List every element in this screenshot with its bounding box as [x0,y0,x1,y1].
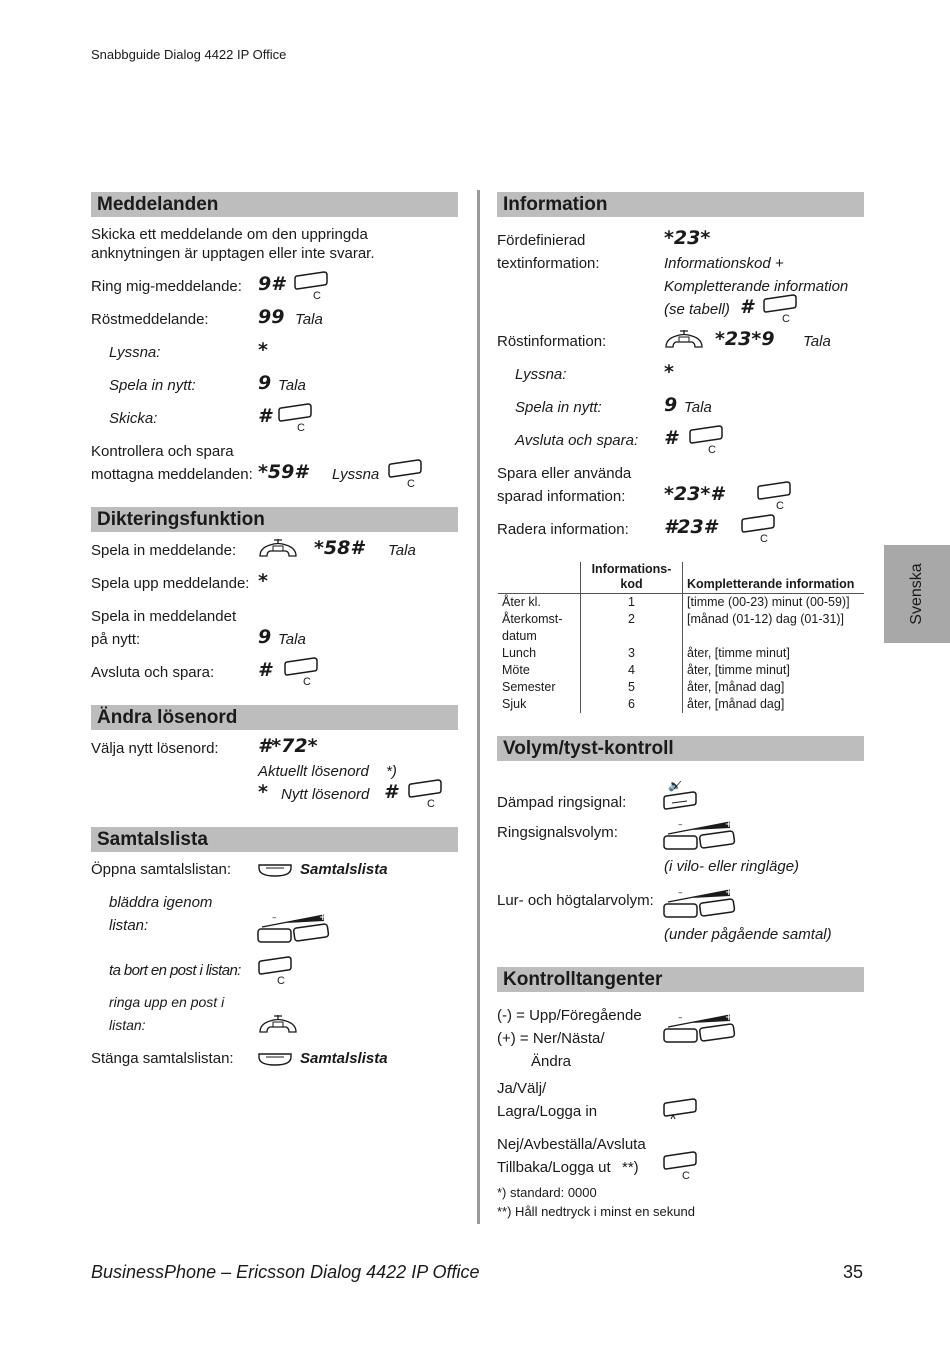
spela-tala: Tala [278,377,306,394]
diktering-spela-in-label: Spela in meddelande: [91,542,237,559]
volym-dampad-label: Dämpad ringsignal: [497,794,627,811]
c-key-icon [388,458,422,488]
rost-label: Röstmeddelande: [91,311,209,328]
section-meddelanden-title: Meddelanden [91,192,458,217]
diktering-spela-nytt-line1: Spela in meddelandet [91,608,237,625]
info-setabell: (se tabell) [664,301,730,318]
info-lyssna-label: Lyssna: [515,366,567,383]
section-samtalslista-title: Samtalslista [91,827,458,852]
c-key-icon [408,778,442,808]
volym-lurvol-label: Lur- och högtalarvolym: [497,892,654,909]
diktering-avsluta-label: Avsluta och spara: [91,664,215,681]
c-key-icon [763,293,797,323]
section-diktering-title: Dikteringsfunktion [91,507,458,532]
diktering-spela-nytt-keys: 9 [258,626,272,648]
kontroll-line1: Kontrollera och spara [91,443,234,460]
info-kompl: Kompletterande information [664,278,849,295]
info-spara-keys: *23*# [664,483,724,505]
table-cell: åter, [timme minut] [683,645,865,662]
lyssna-keys: * [258,339,268,361]
info-spela-tala: Tala [684,399,712,416]
c-key-icon [741,513,775,543]
table-cell: Åter kl. [502,595,541,609]
table-row [498,696,864,713]
info-fordef-line2: textinformation: [497,255,600,272]
volym-lurvol-note: (under pågående samtal) [664,926,832,943]
info-rost-tala: Tala [803,333,831,350]
samtal-browse-line2: listan: [109,917,149,934]
info-lyssna-keys: * [664,361,674,383]
info-rost-label: Röstinformation: [497,333,607,350]
losenord-nytt: Nytt lösenord [281,786,370,803]
samtal-open-label: Öppna samtalslistan: [91,861,232,878]
kontroll-andra: Ändra [531,1053,572,1070]
footnote-1: *) standard: 0000 [497,1185,597,1200]
diktering-spela-nytt-tala: Tala [278,631,306,648]
c-key-icon [294,270,328,300]
diktering-spela-in-tala: Tala [388,542,416,559]
losenord-aktuellt: Aktuellt lösenord [258,763,369,780]
table-cell: 5 [581,679,683,696]
info-rost-keys: *23*9 [715,328,775,350]
samtal-open-value: Samtalslista [300,861,388,878]
losenord-aktuellt-note: *) [386,763,397,780]
footnote-2: **) Håll nedtryck i minst en sekund [497,1204,695,1219]
table-row [498,679,864,696]
column-divider [477,190,480,1224]
kontroll-line2: mottagna meddelanden: [91,466,253,483]
spela-label: Spela in nytt: [109,377,196,394]
diktering-spela-nytt-line2: på nytt: [91,631,141,648]
c-key-icon [278,402,312,432]
info-spela-keys: 9 [664,394,678,416]
list-key-icon [258,862,292,878]
table-header-row [498,562,864,594]
info-fordef-line1: Fördefinierad [497,232,586,249]
c-key-icon [757,480,791,510]
info-setabell-hash: # [740,296,754,318]
handset-icon [258,1014,298,1036]
kontroll-ja-line2: Lagra/Logga in [497,1103,598,1120]
losenord-keys: #*72* [258,735,318,757]
table-cell: Återkomst-datum [502,612,563,643]
rost-tala: Tala [295,311,323,328]
c-key-icon [689,424,723,454]
info-radera-label: Radera information: [497,521,629,538]
kontroll-nej-line1: Nej/Avbeställa/Avsluta [497,1136,646,1153]
info-infokod: Informationskod + [664,255,784,272]
table-cell: åter, [timme minut] [683,662,865,679]
spela-keys: 9 [258,372,272,394]
diktering-avsluta-keys: # [258,659,272,681]
samtal-delete-label: ta bort en post i listan: [109,962,241,979]
samtal-call-line2: listan: [109,1017,146,1033]
ring-label: Ring mig-meddelande: [91,278,242,295]
kontroll-ja-line1: Ja/Välj/ [497,1080,547,1097]
skicka-keys: # [258,405,272,427]
info-spela-label: Spela in nytt: [515,399,602,416]
page-number: 35 [843,1262,864,1282]
diktering-spela-upp-keys: * [258,570,268,592]
section-information-title: Information [497,192,864,217]
language-side-tab-label: Svenska [908,563,925,625]
info-fordef-keys: *23* [664,227,711,249]
table-cell: Möte [502,663,530,677]
kontroll-nej-line2: Tillbaka/Logga ut [497,1159,611,1176]
footer-title: BusinessPhone – Ericsson Dialog 4422 IP Office [91,1262,480,1282]
lyssna-label: Lyssna: [109,344,161,361]
handset-icon [258,538,298,560]
samtal-close-value: Samtalslista [300,1050,388,1067]
volume-keys-icon [662,818,736,850]
table-header-cell: Kompletterande information [683,562,865,594]
c-key-icon [284,656,318,686]
diktering-spela-upp-label: Spela upp meddelande: [91,575,250,592]
table-cell: 1 [581,594,683,612]
info-radera-keys: #23# [664,516,717,538]
table-cell: 3 [581,645,683,662]
meddelanden-intro-2: anknytningen är upptagen eller inte svarar. [91,245,375,262]
rost-keys: 99 [258,306,285,328]
kontroll-lyssna: Lyssna [332,466,380,483]
kontroll-keys: *59# [258,461,308,483]
losenord-nytt-hash: # [384,781,398,803]
info-spara-line2: sparad information: [497,488,626,505]
volume-keys-icon [256,911,330,943]
samtal-browse-line1: bläddra igenom [109,894,213,911]
volym-ringvol-note: (i vilo- eller ringläge) [664,858,800,875]
volume-keys-icon [662,886,736,918]
samtal-close-label: Stänga samtalslistan: [91,1050,234,1067]
ok-key-icon [663,1097,697,1121]
table-cell: 4 [581,662,683,679]
language-side-tab [884,545,950,643]
info-avsluta-keys: # [664,427,678,449]
table-row [498,594,864,612]
table-row [498,662,864,679]
volym-ringvol-label: Ringsignalsvolym: [497,824,618,841]
losenord-nytt-star: * [258,781,268,803]
section-kontroll-title: Kontrolltangenter [497,967,864,992]
table-header-cell: Informations-kod [581,562,683,594]
section-losenord-title: Ändra lösenord [91,705,458,730]
diktering-spela-in-keys: *58# [314,537,364,559]
section-volym-title: Volym/tyst-kontroll [497,736,864,761]
handset-icon [664,329,704,351]
info-avsluta-label: Avsluta och spara: [515,432,639,449]
losenord-label: Välja nytt lösenord: [91,740,219,757]
table-cell: 6 [581,696,683,713]
table-header-cell [498,562,581,594]
table-cell: [månad (01-12) dag (01-31)] [683,611,865,645]
table-cell: åter, [månad dag] [683,679,865,696]
table-cell: Sjuk [502,697,527,711]
table-row [498,611,864,645]
info-code-table [498,562,864,713]
mute-key-icon [663,777,697,811]
info-spara-line1: Spara eller använda [497,465,632,482]
list-key-icon [258,1051,292,1067]
ring-keys: 9# [258,273,285,295]
volume-keys-icon [662,1011,736,1043]
table-cell: 2 [581,611,683,645]
table-cell: åter, [månad dag] [683,696,865,713]
page-header: Snabbguide Dialog 4422 IP Office [91,47,287,62]
kontroll-nej-note: **) [622,1159,639,1176]
table-cell: [timme (00-23) minut (00-59)] [683,594,865,612]
skicka-label: Skicka: [109,410,158,427]
meddelanden-intro-1: Skicka ett meddelande om den uppringda [91,226,368,243]
table-cell: Semester [502,680,556,694]
c-key-icon [258,955,292,985]
kontroll-minus: (-) = Upp/Föregående [497,1007,642,1024]
c-key-icon [663,1150,697,1180]
kontroll-plus: (+) = Ner/Nästa/ [497,1030,605,1047]
table-cell: Lunch [502,646,537,660]
table-row [498,645,864,662]
samtal-call-line1: ringa upp en post i [109,994,225,1010]
